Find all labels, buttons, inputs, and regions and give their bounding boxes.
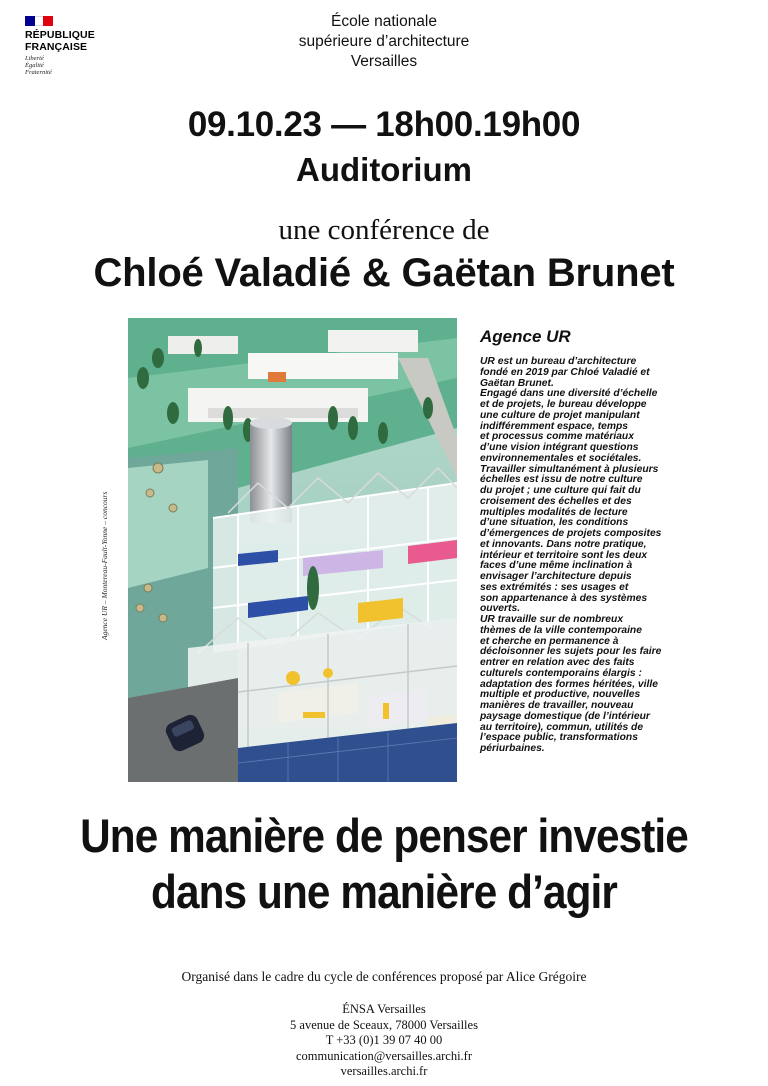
school-name	[0, 12, 768, 72]
agency-body-line: d’une situation, les conditions	[480, 517, 629, 529]
agency-body-line: ses extrémités : ses usages et	[480, 581, 629, 593]
logo-line-2: FRANÇAISE	[25, 41, 88, 53]
event-venue: Auditorium	[296, 151, 472, 188]
agency-body-line: UR travaille sur de nombreux	[480, 614, 624, 625]
agency-body-line: et innovants. Dans notre pratique,	[480, 538, 647, 550]
agency-body-line: culturels contemporains élargis :	[480, 667, 642, 679]
agency-body-line: multiples modalités de lecture	[480, 506, 628, 518]
agency-body-line: thèmes de la ville contemporaine	[480, 624, 642, 636]
agency-body-line: d’émergences de projets composites	[480, 528, 662, 539]
agency-body-line: au territoire), commun, utilités de	[480, 721, 644, 733]
agency-body-line: une culture de projet manipulant	[480, 409, 640, 421]
agency-body-line: Gaëtan Brunet.	[480, 377, 554, 389]
speaker-names: Chloé Valadié & Gaëtan Brunet	[93, 251, 675, 295]
motto-liberte: Liberté	[25, 55, 44, 62]
agency-body-line: intérieur et territoire sont les deux	[480, 549, 648, 561]
agency-body-line: envisager l’architecture depuis	[480, 571, 632, 582]
agency-body-line: indifféremment espace, temps	[480, 420, 629, 432]
contact-address	[0, 1002, 768, 1080]
agency-body-line: manières de travailler, nouveau	[480, 700, 634, 711]
address-website-link[interactable]: versailles.archi.fr	[340, 1064, 428, 1079]
agency-body-line: échelles est issu de notre culture	[480, 474, 643, 486]
motto-fraternite: Fraternité	[25, 69, 52, 76]
agency-body-line: faces d’une même inclination à	[480, 560, 633, 572]
agency-body-line: périurbaines.	[480, 743, 545, 754]
agency-body-line: adaptation des formes héritées, ville	[480, 678, 658, 690]
image-caption	[96, 491, 116, 640]
agency-description	[480, 357, 695, 755]
conference-intro: une conférence de	[278, 214, 490, 246]
school-line-1: École nationale	[331, 13, 437, 30]
slogan	[38, 808, 729, 920]
school-line-3: Versailles	[350, 53, 418, 70]
address-school: ÉNSA Versailles	[342, 1002, 426, 1016]
agency-body-line: et processus comme matériaux	[480, 431, 634, 443]
agency-body-line: Engagé dans une diversité d’échelle	[480, 388, 658, 400]
agency-body-line: et de projets, le bureau développe	[480, 399, 647, 410]
agency-body-line: multiple et productive, nouvelles	[480, 689, 641, 701]
school-line-2: supérieure d’architecture	[298, 33, 470, 50]
agency-body-line: environnementales et sociétales.	[480, 452, 642, 464]
address-email-link[interactable]: communication@versailles.archi.fr	[295, 1048, 473, 1063]
agency-body-line: entrer en relation avec des faits	[480, 657, 635, 668]
agency-title: Agence UR	[480, 327, 571, 346]
agency-body-line: et cherche en permanence à	[480, 635, 619, 647]
agency-body-line: ouverts.	[480, 603, 521, 615]
agency-body-line: son appartenance à des systèmes	[480, 592, 648, 604]
agency-body-line: croisement des échelles et des	[480, 495, 632, 507]
agency-body-line: Travailler simultanément à plusieurs	[480, 463, 659, 475]
logo-line-1: RÉPUBLIQUE	[25, 29, 95, 41]
agency-body-line: décloisonner les sujets pour les faire	[480, 646, 662, 658]
event-date-time: 09.10.23 — 18h00.19h00	[187, 105, 581, 144]
organiser-note: Organisé dans le cadre du cycle de conférences proposé par Alice Grégoire	[181, 969, 587, 984]
agency-body-line: UR est un bureau d’architecture	[480, 356, 637, 367]
slogan-line-2: dans une manière d’agir	[151, 865, 617, 918]
motto-egalite: Égalité	[25, 62, 44, 69]
agency-body-line: d’une vision intégrant questions	[480, 442, 639, 453]
slogan-line-1: Une manière de penser investie	[80, 809, 688, 862]
agency-body-line: fondé en 2019 par Chloé Valadié et	[480, 366, 650, 378]
address-phone: T +33 (0)1 39 07 40 00	[325, 1033, 443, 1048]
image-caption-text: Agence UR – Montereau-Fault-Yonne – concours	[100, 491, 109, 640]
agency-body-line: paysage domestique (de l’intérieur	[480, 710, 650, 722]
address-street: 5 avenue de Sceaux, 78000 Versailles	[290, 1017, 478, 1032]
architecture-model-photo	[128, 318, 457, 782]
agency-body-line: l’espace public, transformations	[480, 732, 638, 744]
agency-body-line: du projet ; une culture qui fait du	[480, 485, 641, 496]
